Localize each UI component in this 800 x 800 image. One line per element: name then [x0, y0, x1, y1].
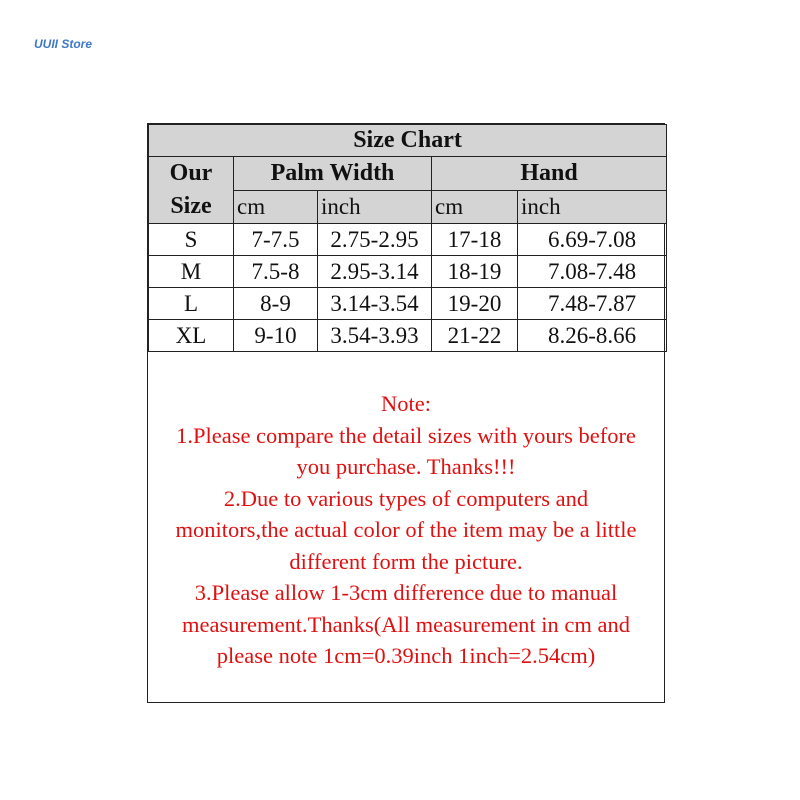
table-row	[149, 288, 667, 320]
size-table	[148, 124, 667, 352]
note-line: 3.Please allow 1-3cm difference due to manual	[194, 580, 618, 605]
hand-header: Hand	[432, 157, 667, 191]
unit-hand-inch: inch	[518, 190, 667, 224]
size-cell: M	[149, 256, 234, 288]
hand-cm-cell: 17-18	[432, 224, 518, 256]
size-cell: L	[149, 288, 234, 320]
our-size-line1: Our	[169, 160, 213, 186]
unit-hand-cm: cm	[432, 190, 518, 224]
palm-cm-cell: 7.5-8	[234, 256, 318, 288]
palm-inch-cell: 2.95-3.14	[318, 256, 432, 288]
our-size-header	[149, 157, 234, 224]
note-heading: Note:	[381, 391, 431, 416]
note-line: monitors,the actual color of the item may be a little	[175, 517, 637, 542]
hand-inch-cell: 6.69-7.08	[518, 224, 667, 256]
table-row	[149, 224, 667, 256]
palm-cm-cell: 9-10	[234, 320, 318, 352]
note-line: measurement.Thanks(All measurement in cm and	[182, 611, 630, 637]
unit-palm-inch: inch	[318, 190, 432, 224]
size-chart	[147, 123, 665, 703]
palm-inch-cell: 3.54-3.93	[318, 320, 432, 352]
size-cell: XL	[149, 320, 234, 352]
note-line: different form the picture.	[289, 548, 523, 574]
size-cell: S	[149, 224, 234, 256]
note-line: please note 1cm=0.39inch 1inch=2.54cm)	[216, 643, 596, 668]
palm-cm-cell: 7-7.5	[234, 224, 318, 256]
unit-palm-cm: cm	[234, 190, 318, 224]
title-row	[149, 125, 667, 157]
chart-title: Size Chart	[149, 125, 667, 157]
palm-width-header: Palm Width	[234, 157, 432, 191]
note-line: 2.Due to various types of computers and	[223, 485, 589, 511]
palm-inch-cell: 3.14-3.54	[318, 288, 432, 320]
hand-inch-cell: 7.48-7.87	[518, 288, 667, 320]
note-line: you purchase. Thanks!!!	[296, 454, 516, 479]
palm-cm-cell: 8-9	[234, 288, 318, 320]
note-line: 1.Please compare the detail sizes with yours before	[176, 422, 636, 448]
table-row	[149, 320, 667, 352]
our-size-line2: Size	[170, 193, 212, 219]
table-row	[149, 256, 667, 288]
hand-cm-cell: 18-19	[432, 256, 518, 288]
store-watermark: UUII Store	[34, 37, 93, 51]
note-block	[148, 388, 664, 672]
hand-inch-cell: 8.26-8.66	[518, 320, 667, 352]
palm-inch-cell: 2.75-2.95	[318, 224, 432, 256]
hand-cm-cell: 21-22	[432, 320, 518, 352]
hand-cm-cell: 19-20	[432, 288, 518, 320]
hand-inch-cell: 7.08-7.48	[518, 256, 667, 288]
header-row-group	[149, 157, 667, 191]
